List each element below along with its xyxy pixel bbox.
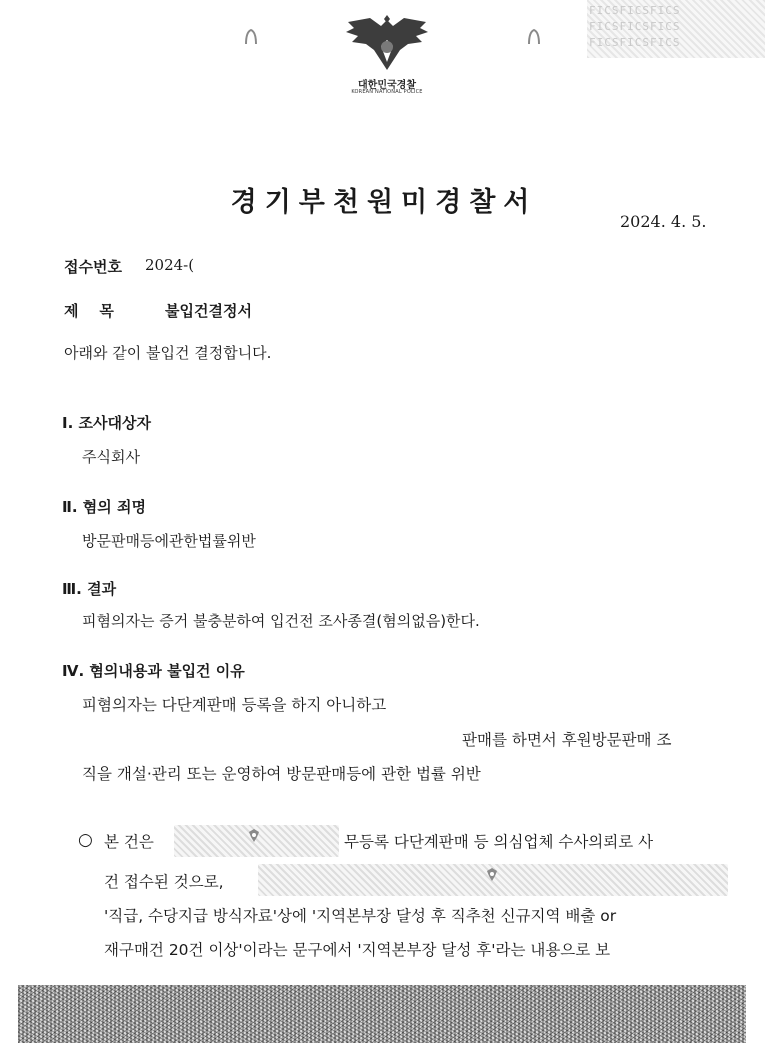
police-emblem-icon (340, 14, 434, 76)
punch-hole-right-icon (527, 28, 541, 46)
stamp-text-3: FICSFICSFICS (589, 36, 681, 49)
subject-label: 제 목 (64, 302, 114, 320)
bullet-icon: ○ (78, 830, 93, 850)
document-date: 2024. 4. 5. (620, 212, 707, 231)
reason-line: 직을 개설·관리 또는 운영하여 방문판매등에 관한 법률 위반 (82, 765, 481, 783)
section-content: 피혐의자는 증거 불충분하여 입건전 조사종결(혐의없음)한다. (82, 612, 480, 630)
office-title: 경기부천원미경찰서 (230, 187, 538, 218)
detail-line: '직급, 수당지급 방식자료'상에 '지역본부장 달성 후 직추천 신규지역 배출 or (104, 907, 617, 925)
redaction-seal-icon (484, 867, 500, 883)
detail-line: 무등록 다단계판매 등 의심업체 수사의뢰로 사 (344, 833, 654, 851)
section-heading: Ⅳ. 혐의내용과 불입건 이유 (62, 662, 245, 680)
emblem-title: 대한민국경찰 (358, 80, 416, 91)
scan-noise-band (18, 985, 746, 1043)
document-stamp (587, 0, 765, 58)
section-heading: Ⅱ. 혐의 죄명 (62, 498, 146, 516)
receipt-label: 접수번호 (64, 258, 122, 276)
section-content: 방문판매등에관한법률위반 (82, 532, 256, 550)
section-heading: Ⅲ. 결과 (62, 580, 117, 598)
section-content: 주식회사 (82, 448, 140, 466)
detail-line: 건 접수된 것으로, (104, 873, 224, 891)
detail-line: 재구매건 20건 이상'이라는 문구에서 '지역본부장 달성 후'라는 내용으로 보 (104, 941, 611, 959)
emblem-subtitle: KOREAN NATIONAL POLICE (351, 89, 423, 95)
reason-line: 판매를 하면서 후원방문판매 조 (462, 731, 672, 749)
stamp-text-2: FICSFICSFICS (589, 20, 681, 33)
redaction-seal-icon (246, 828, 262, 844)
subject-value: 불입건결정서 (165, 302, 252, 320)
detail-line: 본 건은 (104, 833, 154, 851)
section-heading: Ⅰ. 조사대상자 (62, 414, 151, 432)
reason-line: 피혐의자는 다단계판매 등록을 하지 아니하고 (82, 696, 387, 714)
punch-hole-left-icon (244, 28, 258, 46)
receipt-value: 2024-( (145, 256, 195, 274)
stamp-text-1: FICSFICSFICS (589, 4, 681, 17)
intro-text: 아래와 같이 불입건 결정합니다. (64, 344, 272, 362)
